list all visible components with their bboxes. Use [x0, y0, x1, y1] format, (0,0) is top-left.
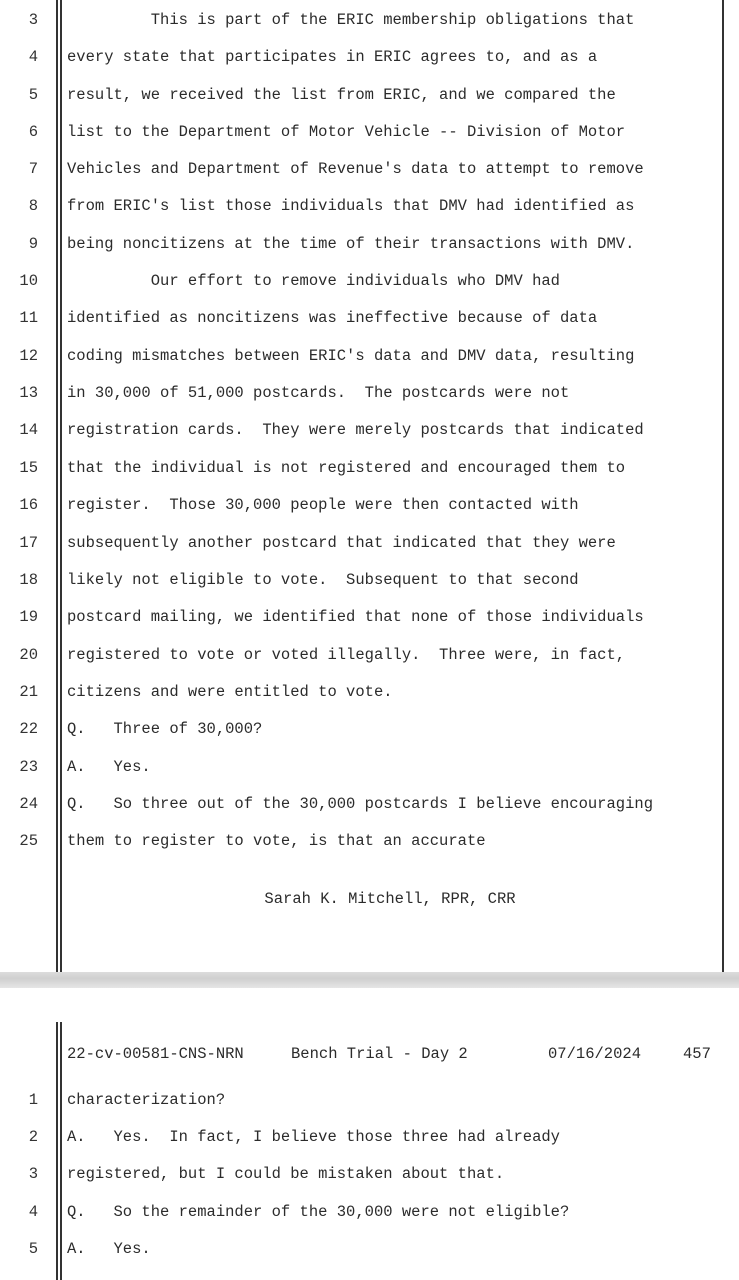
line-number: 6 — [28, 123, 38, 141]
line-number: 11 — [19, 309, 38, 327]
transcript-line: Our effort to remove individuals who DMV had — [67, 272, 560, 290]
line-number: 17 — [19, 534, 38, 552]
case-number: 22-cv-00581-CNS-NRN — [67, 1045, 244, 1063]
reporter-footer: Sarah K. Mitchell, RPR, CRR — [264, 890, 516, 908]
transcript-line: from ERIC's list those individuals that DMV had identified as — [67, 197, 635, 215]
transcript-line: coding mismatches between ERIC's data and DMV data, resulting — [67, 347, 635, 365]
line-number: 5 — [28, 86, 38, 104]
transcript-line: citizens and were entitled to vote. — [67, 683, 393, 701]
transcript-line: them to register to vote, is that an accurate — [67, 832, 486, 850]
left-margin-rule — [56, 1022, 58, 1280]
page-number: 457 — [683, 1045, 711, 1063]
transcript-line: register. Those 30,000 people were then contacted with — [67, 496, 579, 514]
transcript-line: characterization? — [67, 1091, 226, 1109]
transcript-line: This is part of the ERIC membership obligations that — [67, 11, 635, 29]
transcript-line: registered, but I could be mistaken about that. — [67, 1165, 505, 1183]
line-number: 5 — [28, 1240, 38, 1258]
transcript-line: registered to vote or voted illegally. Three were, in fact, — [67, 646, 626, 664]
hearing-date: 07/16/2024 — [548, 1045, 642, 1063]
line-number: 12 — [19, 347, 38, 365]
line-number: 24 — [19, 795, 38, 813]
right-margin-rule — [722, 0, 724, 972]
line-number: 9 — [28, 235, 38, 253]
line-number: 15 — [19, 459, 38, 477]
line-number: 18 — [19, 571, 38, 589]
document-title: Bench Trial - Day 2 — [291, 1045, 468, 1063]
line-number: 22 — [19, 720, 38, 738]
transcript-line: A. Yes. In fact, I believe those three had already — [67, 1128, 560, 1146]
transcript-line: result, we received the list from ERIC, and we compared the — [67, 86, 616, 104]
line-number: 10 — [19, 272, 38, 290]
line-number: 19 — [19, 608, 38, 626]
transcript-line: every state that participates in ERIC agrees to, and as a — [67, 48, 598, 66]
line-number: 23 — [19, 758, 38, 776]
transcript-line: in 30,000 of 51,000 postcards. The postcards were not — [67, 384, 570, 402]
line-number: 4 — [28, 48, 38, 66]
transcript-line: Vehicles and Department of Revenue's data to attempt to remove — [67, 160, 644, 178]
line-number: 8 — [28, 197, 38, 215]
transcript-line: A. Yes. — [67, 1240, 151, 1258]
line-number: 2 — [28, 1128, 38, 1146]
line-number: 4 — [28, 1203, 38, 1221]
transcript-line: list to the Department of Motor Vehicle -- Division of Motor — [67, 123, 626, 141]
transcript-line: being noncitizens at the time of their transactions with DMV. — [67, 235, 635, 253]
page-separator — [0, 972, 739, 988]
line-number: 7 — [28, 160, 38, 178]
line-number: 13 — [19, 384, 38, 402]
line-number: 25 — [19, 832, 38, 850]
transcript-line: registration cards. They were merely postcards that indicated — [67, 421, 644, 439]
transcript-line: Q. So three out of the 30,000 postcards I believe encouraging — [67, 795, 653, 813]
line-number: 1 — [28, 1091, 38, 1109]
line-number: 16 — [19, 496, 38, 514]
left-margin-rule-inner — [60, 1022, 62, 1280]
line-number: 14 — [19, 421, 38, 439]
transcript-line: postcard mailing, we identified that none of those individuals — [67, 608, 644, 626]
line-number: 20 — [19, 646, 38, 664]
transcript-line: likely not eligible to vote. Subsequent to that second — [67, 571, 579, 589]
transcript-line: identified as noncitizens was ineffective because of data — [67, 309, 598, 327]
line-number: 3 — [28, 11, 38, 29]
transcript-line: Q. So the remainder of the 30,000 were not eligible? — [67, 1203, 570, 1221]
transcript-page-2 — [0, 988, 739, 1280]
left-margin-rule-inner — [60, 0, 62, 972]
transcript-line: that the individual is not registered and encouraged them to — [67, 459, 626, 477]
transcript-line: subsequently another postcard that indicated that they were — [67, 534, 616, 552]
line-number: 21 — [19, 683, 38, 701]
transcript-line: Q. Three of 30,000? — [67, 720, 263, 738]
transcript-line: A. Yes. — [67, 758, 151, 776]
line-number: 3 — [28, 1165, 38, 1183]
left-margin-rule — [56, 0, 58, 972]
